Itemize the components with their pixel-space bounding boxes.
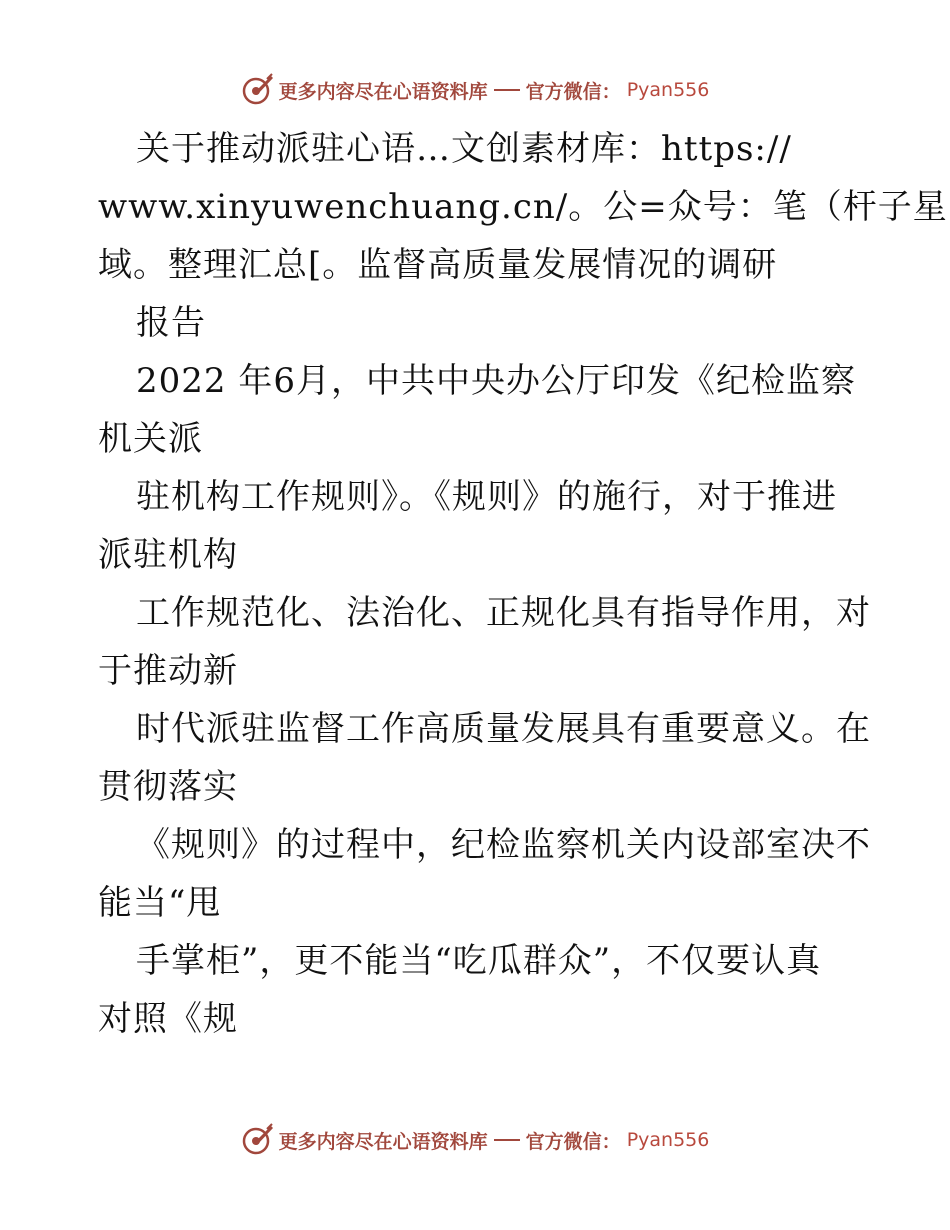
wechat-label: 官方微信： <box>525 1130 621 1153</box>
brand-text: 更多内容尽在心语资料库 <box>278 1130 488 1153</box>
quill-pen-circle-icon <box>241 1123 275 1157</box>
body-line: 域。整理汇总[。监督高质量发展情况的调研 <box>98 245 778 285</box>
body-line: 机关派 <box>98 419 203 459</box>
body-line: 时代派驻监督工作高质量发展具有重要意义。在 <box>136 709 871 749</box>
separator-dash <box>494 1139 520 1141</box>
footer-banner <box>0 1120 950 1160</box>
body-line: 派驻机构 <box>98 535 238 575</box>
body-line: 贯彻落实 <box>98 767 238 807</box>
wechat-label: 官方微信： <box>525 80 621 103</box>
body-line: 《规则》的过程中，纪检监察机关内设部室决不 <box>136 825 871 865</box>
body-line: 2022 年6月，中共中央办公厅印发《纪检监察 <box>136 361 856 401</box>
brand-text: 更多内容尽在心语资料库 <box>278 80 488 103</box>
body-line: 对照《规 <box>98 999 238 1039</box>
header-banner <box>0 70 950 110</box>
body-line: 关于推动派驻心语…文创素材库：https:// <box>136 129 792 169</box>
body-line: 能当“甩 <box>98 883 222 923</box>
body-line: 报告 <box>136 303 206 343</box>
body-line: 工作规范化、法治化、正规化具有指导作用，对 <box>136 593 871 633</box>
body-line: 驻机构工作规则》。《规则》的施行，对于推进 <box>136 477 837 517</box>
document-body <box>98 120 948 1048</box>
body-line: 手掌柜”，更不能当“吃瓜群众”，不仅要认真 <box>136 941 822 981</box>
wechat-id: Pyan556 <box>626 79 710 101</box>
quill-pen-circle-icon <box>241 73 275 107</box>
body-line: www.xinyuwenchuang.cn/。公=众号：笔（杆子星 <box>98 187 948 227</box>
separator-dash <box>494 89 520 91</box>
wechat-id: Pyan556 <box>626 1129 710 1151</box>
body-line: 于推动新 <box>98 651 238 691</box>
